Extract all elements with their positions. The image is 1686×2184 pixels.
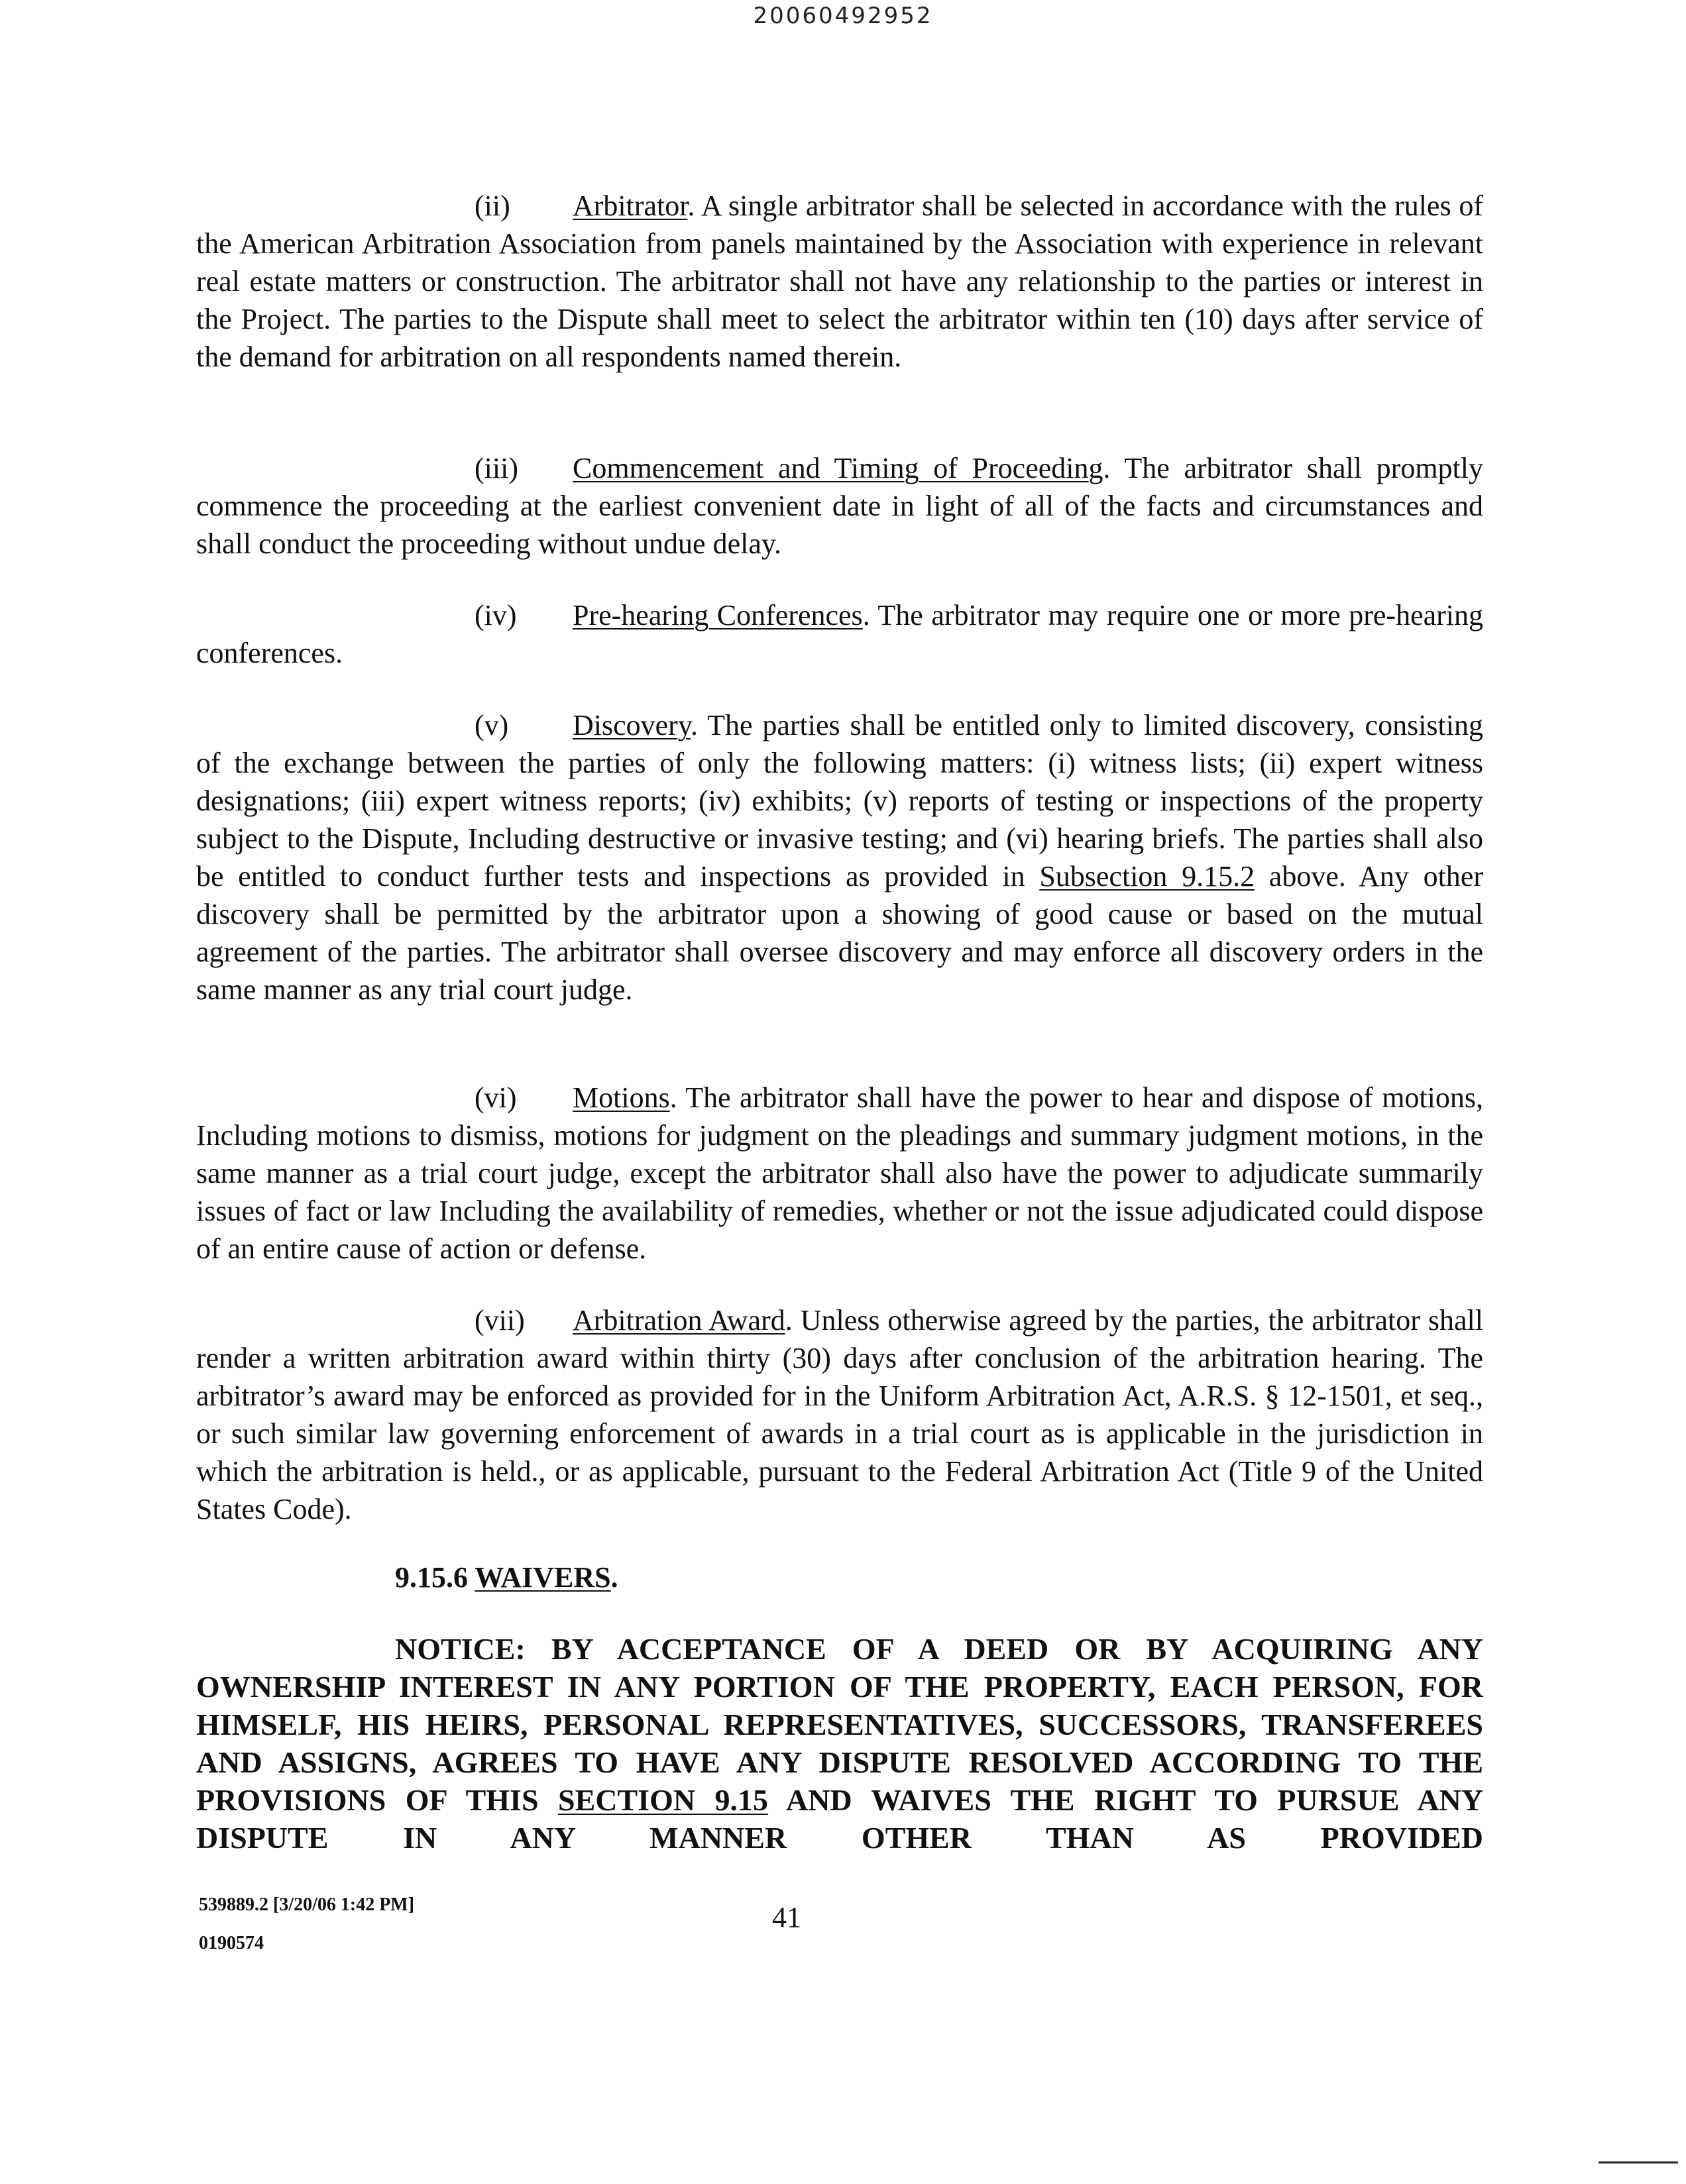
section-title: WAIVERS <box>475 1561 611 1594</box>
paragraph-title: Pre-hearing Conferences <box>573 599 863 631</box>
footer-references <box>199 1886 414 1963</box>
paragraph-text: . The arbitrator may require one or more pre-hearing conferences. <box>196 599 1484 669</box>
paragraph-motions <box>196 1079 1483 1268</box>
paragraph-title: Arbitration Award <box>573 1304 785 1337</box>
paragraph-number: (vii) <box>475 1304 525 1337</box>
subsection-reference: Subsection 9.15.2 <box>1039 860 1255 893</box>
section-reference: SECTION 9.15 <box>558 1783 769 1817</box>
notice-text: NOTICE: BY ACCEPTANCE OF A DEED OR BY ACQUIRING ANY OWNERSHIP INTEREST IN ANY PORTION OF THE PROPERTY, EACH PERSON, FOR HIMSELF, HIS HEIRS, PERSONAL REPRESENTATIVES, SUCCESSORS, TRANSFEREES AND ASSIGNS, AGREES TO HAVE ANY DISPUTE RESOLVED ACCORDING TO THE PROVISIONS OF THIS <box>196 1632 1483 1817</box>
paragraph-text: above. Any other discovery shall be permitted by the arbitrator upon a showing of good cause or based on the mutual agreement of the parties. The arbitrator shall oversee discovery and may enforce all discovery orders in the same manner as any trial court judge. <box>196 860 1483 1006</box>
paragraph-number: (vi) <box>475 1081 517 1114</box>
paragraph-number: (v) <box>475 709 509 741</box>
paragraph-title: Motions <box>573 1081 670 1114</box>
paragraph-title: Discovery <box>573 709 691 741</box>
paragraph-prehearing <box>196 596 1483 672</box>
paragraph-number: (iv) <box>475 599 517 631</box>
paragraph-text: . Unless otherwise agreed by the parties, the arbitrator shall render a written arbitration award within thirty (30) days after conclusion of the arbitration hearing. The arbitrator’s award may be enforced as provided for in the Uniform Arbitration Act, A.R.S. § 12-1501, et seq., or such similar law governing enforcement of awards in a trial court as is applicable in the jurisdiction in which the arbitration is held., or as applicable, pursuant to the Federal Arbitration Act (Title 9 of the United States Code). <box>196 1304 1483 1525</box>
client-number: 0190574 <box>199 1933 264 1953</box>
paragraph-title: Commencement and Timing of Proceeding <box>573 452 1103 484</box>
corner-rule <box>1599 2161 1678 2163</box>
paragraph-arbitrator <box>196 187 1483 376</box>
section-number: 9.15.6 <box>395 1561 468 1594</box>
paragraph-discovery <box>196 706 1483 1009</box>
paragraph-arbitration-award <box>196 1301 1483 1528</box>
page-number: 41 <box>772 1901 801 1934</box>
paragraph-number: (ii) <box>475 190 510 222</box>
paragraph-text: . A single arbitrator shall be selected in accordance with the rules of the American Arbitration Association from panels maintained by the Association with experience in relevant real estate matters or construction. The arbitrator shall not have any relationship to the parties or interest in the Project. The parties to the Dispute shall meet to select the arbitrator within ten (10) days after service of the demand for arbitration on all respondents named therein. <box>196 190 1483 373</box>
section-heading <box>395 1558 618 1596</box>
paragraph-number: (iii) <box>475 452 518 484</box>
paragraph-title: Arbitrator <box>573 190 688 222</box>
section-suffix: . <box>610 1561 618 1594</box>
paragraph-text: . The arbitrator shall have the power to hear and dispose of motions, Including motions to dismiss, motions for judgment on the pleadings and summary judgment motions, in the same manner as a trial court judge, except the arbitrator shall also have the power to adjudicate summarily issues of fact or law Including the availability of remedies, whether or not the issue adjudicated could dispose of an entire cause of action or defense. <box>196 1081 1483 1265</box>
paragraph-commencement <box>196 449 1483 563</box>
paragraph-text: . The parties shall be entitled only to limited discovery, consisting of the exchange between the parties of only the following matters: (i) witness lists; (ii) expert witness designations; (iii) expert witness reports; (iv) exhibits; (v) reports of testing or inspections of the property subject to the Dispute, Including destructive or invasive testing; and (vi) hearing briefs. The parties shall also be entitled to conduct further tests and inspections as provided in <box>196 709 1483 893</box>
notice-text: AND WAIVES THE RIGHT TO PURSUE ANY DISPUTE IN ANY MANNER OTHER THAN AS PROVIDED <box>196 1783 1483 1855</box>
paragraph-text: . The arbitrator shall promptly commence the proceeding at the earliest convenient date in light of all of the facts and circumstances and shall conduct the proceeding without undue delay. <box>196 452 1483 560</box>
document-reference: 539889.2 [3/20/06 1:42 PM] <box>199 1894 415 1915</box>
waiver-notice <box>196 1630 1483 1857</box>
document-id: 20060492952 <box>753 3 933 29</box>
